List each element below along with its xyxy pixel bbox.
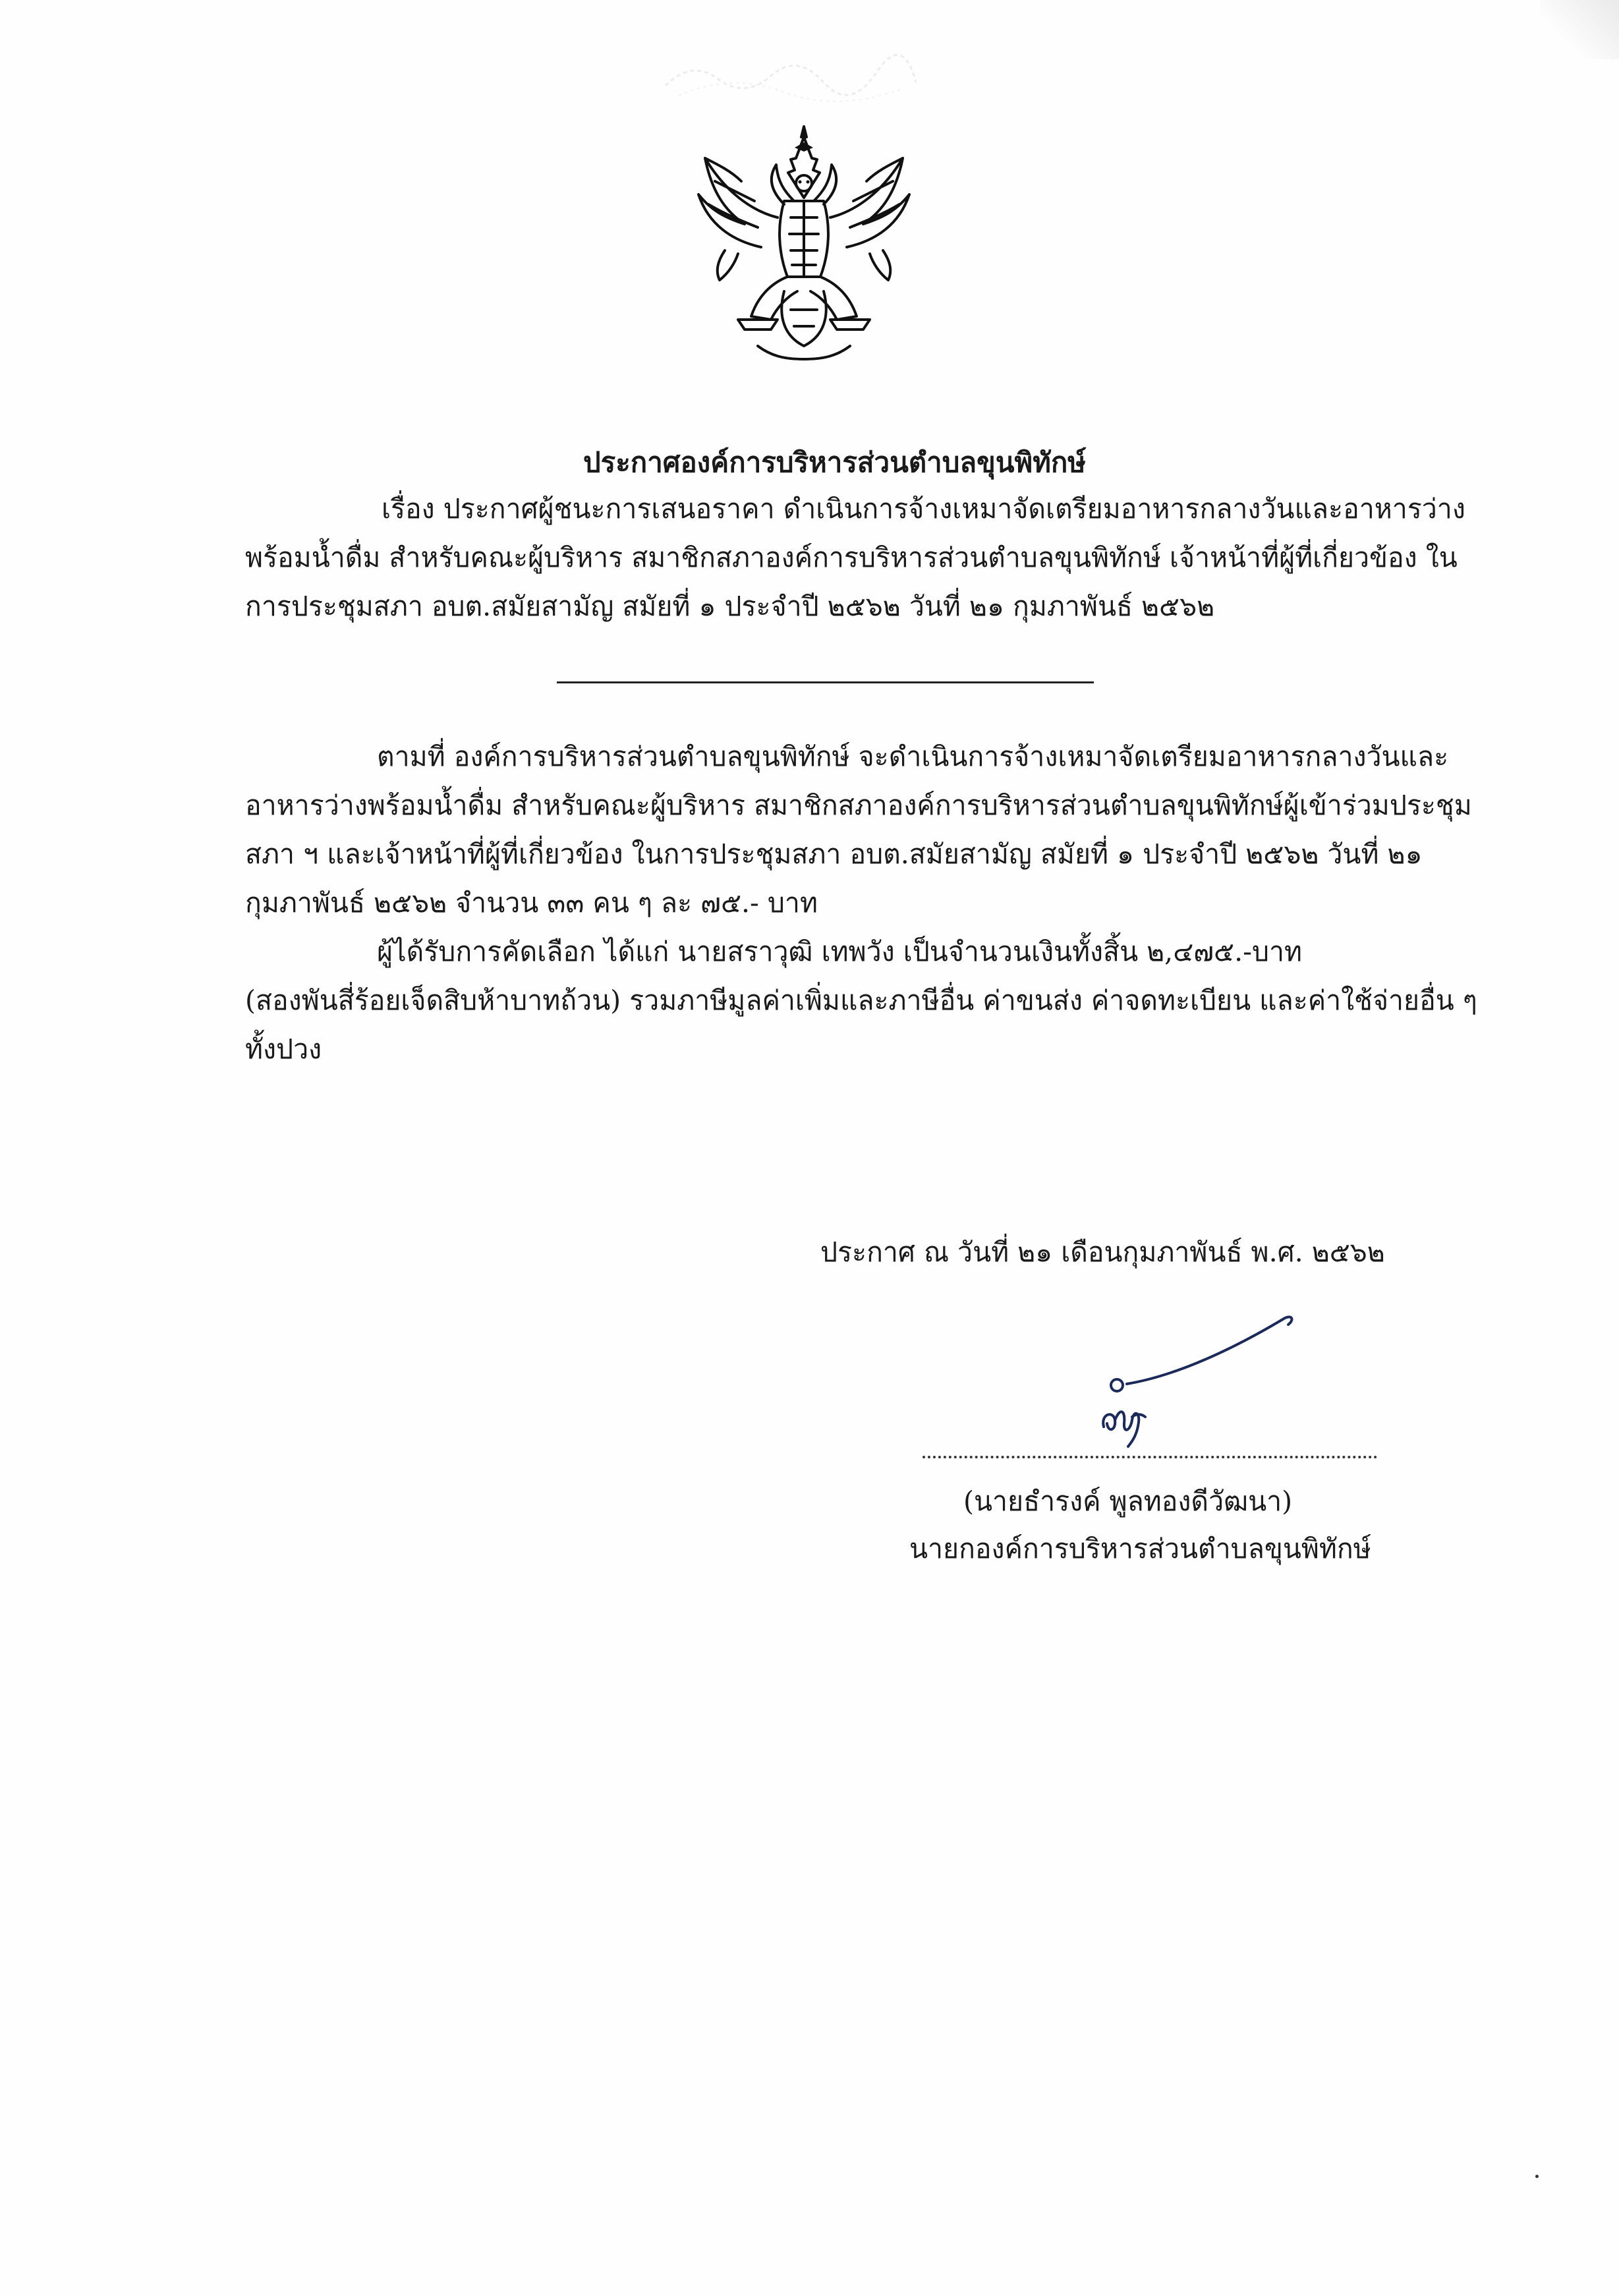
subject-line-3: การประชุมสภา อบต.สมัยสามัญ สมัยที่ ๑ ประจำปี ๒๕๖๒ วันที่ ๒๑ กุมภาพันธ์ ๒๕๖๒ bbox=[245, 590, 1215, 622]
paragraph1-line-2: อาหารว่างพร้อมน้ำดื่ม สำหรับคณะผู้บริหาร สมาชิกสภาองค์การบริหารส่วนตำบลขุนพิทักษ์ผู้เข้าร่วมประชุม bbox=[245, 789, 1472, 821]
emboss-stamp-mark bbox=[652, 46, 929, 105]
paragraph2-line-2: (สองพันสี่ร้อยเจ็ดสิบห้าบาทถ้วน) รวมภาษีมูลค่าเพิ่มและภาษีอื่น ค่าขนส่ง ค่าจดทะเบียน และค่าใช้จ่ายอื่น ๆ bbox=[245, 985, 1477, 1016]
paragraph2-line-1: ผู้ได้รับการคัดเลือก ได้แก่ นายสราวุฒิ เทพวัง เป็นจำนวนเงินทั้งสิ้น ๒,๔๗๕.-บาท bbox=[377, 936, 1303, 967]
paragraph1-line-3: สภา ฯ และเจ้าหน้าที่ผู้ที่เกี่ยวข้อง ในการประชุมสภา อบต.สมัยสามัญ สมัยที่ ๑ ประจำปี ๒๕๖๒ วันที่ ๒๑ bbox=[245, 838, 1423, 870]
signature-line bbox=[923, 1456, 1377, 1458]
handwritten-signature bbox=[1067, 1305, 1305, 1456]
signatory-position: นายกองค์การบริหารส่วนตำบลขุนพิทักษ์ bbox=[909, 1533, 1371, 1564]
paragraph1-line-4: กุมภาพันธ์ ๒๕๖๒ จำนวน ๓๓ คน ๆ ละ ๗๕.- บาท bbox=[245, 887, 818, 919]
scan-speck bbox=[1535, 2175, 1539, 2178]
subject-line-1: เรื่อง ประกาศผู้ชนะการเสนอราคา ดำเนินการจ้างเหมาจัดเตรียมอาหารกลางวันและอาหารว่าง bbox=[382, 493, 1465, 525]
announcement-date: ประกาศ ณ วันที่ ๒๑ เดือนกุมภาพันธ์ พ.ศ. ๒๕๖๒ bbox=[820, 1236, 1385, 1268]
signatory-name: (นายธำรงค์ พูลทองดีวัฒนา) bbox=[963, 1485, 1293, 1517]
garuda-emblem-icon bbox=[679, 119, 929, 369]
scan-corner-artifact bbox=[1540, 0, 1619, 59]
paragraph2-line-3: ทั้งปวง bbox=[245, 1033, 322, 1065]
announcement-title: ประกาศองค์การบริหารส่วนตำบลขุนพิทักษ์ bbox=[583, 446, 1086, 478]
paragraph1-line-1: ตามที่ องค์การบริหารส่วนตำบลขุนพิทักษ์ จะดำเนินการจ้างเหมาจัดเตรียมอาหารกลางวันและ bbox=[377, 741, 1449, 772]
subject-line-2: พร้อมน้ำดื่ม สำหรับคณะผู้บริหาร สมาชิกสภาองค์การบริหารส่วนตำบลขุนพิทักษ์ เจ้าหน้าที่ผู้ที่เกี่ยวข้อง ใน bbox=[245, 542, 1458, 573]
header-divider bbox=[557, 681, 1094, 683]
